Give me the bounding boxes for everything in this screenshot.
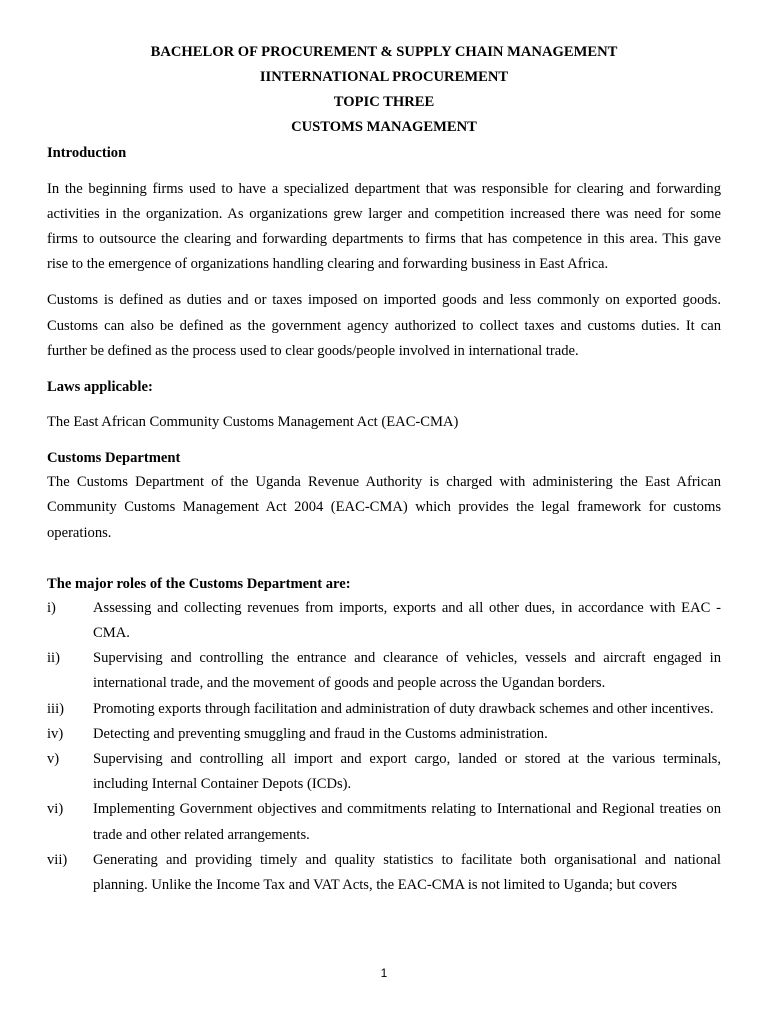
customs-department-text: The Customs Department of the Uganda Revenue Authority is charged with administering the East African Community Customs Management Act 2004 (EAC-CMA) which provides the legal framework for customs operations. [47,474,721,541]
list-item-number: vi) [47,801,64,818]
list-item [47,722,721,747]
list-item-number: iii) [47,700,65,717]
roles-heading: The major roles of the Customs Department are: [47,575,351,592]
list-item-number: i) [47,599,56,616]
list-item-text: Supervising and controlling all import and export cargo, landed or stored at the various terminals, including Internal Container Depots (ICDs). [93,750,721,793]
program-title: BACHELOR OF PROCUREMENT & SUPPLY CHAIN MANAGEMENT [150,44,618,60]
introduction-paragraph-1: In the beginning firms used to have a specialized department that was responsible for clearing and forwarding activities in the organization. As organizations grew larger and competition increased there was need for some firms to outsource the clearing and forwarding departments to firms that has competence in this area. This gave rise to the emergence of organizations handling clearing and forwarding business in East Africa. [47,180,721,273]
list-item-text: Detecting and preventing smuggling and fraud in the Customs administration. [93,725,548,742]
list-item-number: iv) [47,725,64,742]
list-item-number: vii) [47,851,68,868]
introduction-paragraph-2: Customs is defined as duties and or taxes imposed on imported goods and less commonly on exported goods. Customs can also be defined as the government agency authorized to collect taxes and customs duties. It can further be defined as the process used to clear goods/people involved in international trade. [47,292,721,359]
page-number: 1 [380,966,388,980]
introduction-heading: Introduction [47,144,127,161]
laws-heading: Laws applicable: [47,378,153,395]
list-item [47,646,721,696]
course-title: IINTERNATIONAL PROCUREMENT [259,69,509,85]
list-item-text: Supervising and controlling the entrance and clearance of vehicles, vessels and aircraft engaged in international trade, and the movement of goods and people across the Ugandan borders. [93,650,721,692]
list-item-text: Implementing Government objectives and commitments relating to International and Regional treaties on trade and other related arrangements. [93,801,721,843]
list-item [47,596,721,646]
list-item-number: ii) [47,650,60,667]
roles-list [47,596,721,898]
list-item [47,697,721,722]
list-item [47,797,721,847]
list-item [47,747,721,797]
list-item-text: Generating and providing timely and quality statistics to facilitate both organisational and national planning. Unlike the Income Tax and VAT Acts, the EAC-CMA is not limited to Uganda; but covers [93,851,721,893]
list-item-text: Promoting exports through facilitation and administration of duty drawback schemes and other incentives. [93,700,714,717]
topic-title: CUSTOMS MANAGEMENT [291,119,477,135]
laws-text: The East African Community Customs Management Act (EAC-CMA) [47,413,459,430]
customs-department-heading: Customs Department [47,450,181,467]
topic-number: TOPIC THREE [333,94,435,110]
list-item [47,848,721,898]
list-item-text: Assessing and collecting revenues from imports, exports and all other dues, in accordance with EAC -CMA. [93,599,721,641]
document-page [47,40,721,898]
list-item-number: v) [47,750,60,767]
